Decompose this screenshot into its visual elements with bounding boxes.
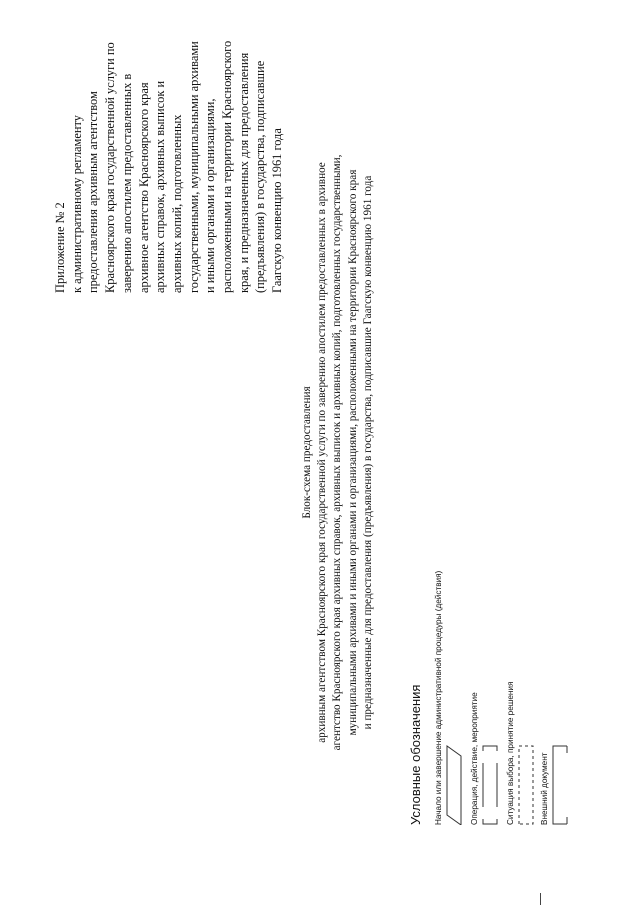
appendix-block: [52, 23, 286, 293]
operation-box-shape: [482, 745, 498, 825]
flowchart-title-line: Блок-схема предоставления: [301, 386, 313, 519]
flowchart-title-line: агентство Красноярского края архивных справок, архивных выписок и архивных копий, подготовленных государственными,: [331, 154, 344, 751]
appendix-line: Приложение № 2: [53, 202, 67, 293]
flowchart-title-line: и предназначенные для предоставления (предъявления) в государства, подписавшие Гаагскую конвенцию 1961 года: [361, 175, 374, 730]
legend-label: Начало или завершение административной процедуры (действия): [434, 570, 443, 825]
flowchart-title-line: муниципальными архивами и иными органами и организациями, расположенными на территории Красноярского края: [346, 169, 359, 736]
appendix-line: Красноярского края государственной услуги по: [103, 42, 118, 293]
appendix-line: заверению апостилем предоставленных в: [119, 73, 134, 293]
appendix-line: и иными органами и организациями,: [203, 98, 218, 293]
legend-label: Внешний документ: [540, 752, 549, 825]
document-box-shape: [552, 745, 568, 825]
legend-heading: Условные обозначения: [408, 684, 423, 825]
flowchart-title-line: архивным агентством Красноярского края государственной услуги по заверению апостилем предоставленных в архивное: [316, 162, 329, 743]
appendix-line: архивное агентство Красноярского края: [136, 82, 151, 293]
appendix-line: к административному регламенту: [69, 115, 84, 293]
appendix-line: государственными, муниципальными архивами: [186, 41, 201, 293]
footer-rule: [540, 893, 541, 905]
flowchart-title: [300, 0, 376, 905]
appendix-line: края, и предназначенных для предоставления: [236, 52, 251, 293]
legend-label: Ситуация выбора, принятие решения: [506, 681, 515, 825]
appendix-line: архивных справок, архивных выписок и: [153, 80, 168, 293]
appendix-line: расположенными на территории Красноярского: [220, 40, 235, 293]
parallelogram-shape: [446, 745, 462, 825]
appendix-line: (предъявления) в государства, подписавшие: [253, 60, 268, 293]
decision-box-shape: [518, 745, 534, 825]
appendix-line: архивных копий, подготовленных: [169, 114, 184, 293]
appendix-line: предоставления архивным агентством: [86, 91, 101, 293]
legend-label: Операция, действие, мероприятие: [470, 692, 479, 825]
appendix-line: Гаагскую конвенцию 1961 года: [270, 128, 285, 293]
